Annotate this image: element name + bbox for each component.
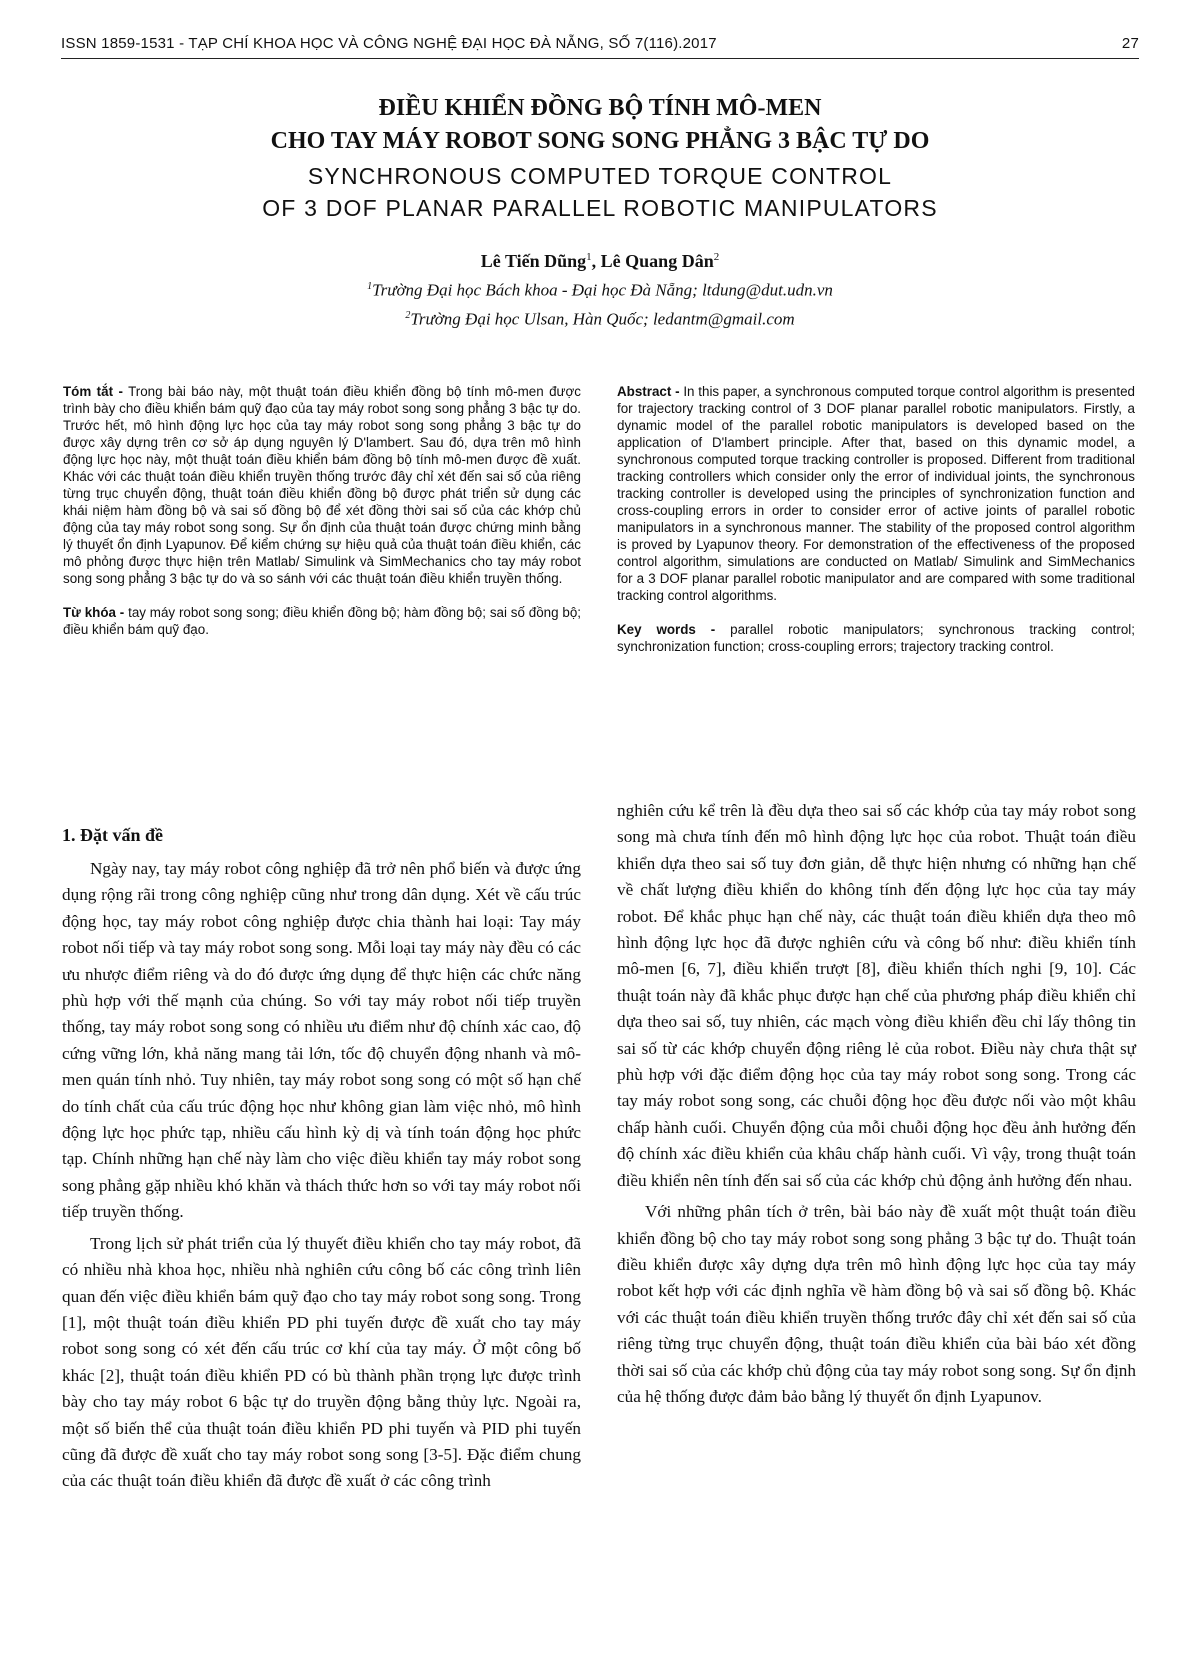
keywords-vi-label: Từ khóa -: [63, 605, 125, 620]
journal-header: ISSN 1859-1531 - TẠP CHÍ KHOA HỌC VÀ CÔNG NGHỆ ĐẠI HỌC ĐÀ NẴNG, SỐ 7(116).2017: [61, 35, 717, 52]
section-heading: 1. Đặt vấn đề: [62, 825, 164, 845]
title-vi-line1: ĐIỀU KHIỂN ĐỒNG BỘ TÍNH MÔ-MEN: [378, 95, 822, 121]
abstract-vi-text: Trong bài báo này, một thuật toán điều khiển đồng bộ tính mô-men được trình bày cho điều khiển bám quỹ đạo của tay máy robot song song phẳng 3 bậc tự do. Trước hết, mô hình động lực học của tay máy robot song song phẳng 3 bậc tự do được xây dựng trên cơ sở áp dụng nguyên lý D'lambert. Sau đó, dựa trên mô hình động lực học này, một thuật toán điều khiển bám đồng bộ tính mô-men được đề xuất. Khác với các thuật toán điều khiển truyền thống trước đây chỉ xét đến sai số của riêng từng trục chuyển động, thuật toán điều khiển đồng bộ được phát triển sử dụng các khái niệm hàm đồng bộ và sai số đồng bộ để xét đồng thời sai số của các khớp chủ động của tay máy robot song song. Sự ổn định của thuật toán được chứng minh bằng lý thuyết ổn định Lyapunov. Để kiểm chứng sự hiệu quả của thuật toán điều khiển, các mô phỏng được thực hiện trên Matlab/ Simulink và SimMechanics cho tay máy robot song song phẳng 3 bậc tự do và so sánh với các thuật toán điều khiển truyền thống.: [63, 384, 581, 586]
body-column-left: [62, 826, 581, 1495]
abstract-vi-paragraph: [63, 383, 581, 587]
author-separator: ,: [591, 251, 601, 271]
authors: [0, 244, 1200, 274]
author-1: Lê Tiến Dũng: [480, 251, 587, 271]
abstract-vi: [63, 383, 581, 638]
body-paragraph-2: Trong lịch sử phát triển của lý thuyết điều khiển cho tay máy robot, đã có nhiều nhà khoa học, nhiều nhà nghiên cứu công bố các công trình liên quan đến việc điều khiển bám quỹ đạo cho tay máy robot song song. Trong [1], một thuật toán điều khiển PD phi tuyến được đề xuất cho tay máy robot song song có xét đến cấu trúc cơ khí của tay máy. Ở một công bố khác [2], thuật toán điều khiển PD có bù thành phần trọng lực được trình bày cho tay máy robot 6 bậc tự do truyền động bằng thủy lực. Ngoài ra, một số biến thể của thuật toán điều khiển PD phi tuyến và PID phi tuyến cũng đã được đề xuất cho tay máy robot song song [3-5]. Đặc điểm chung của các thuật toán điều khiển đã được đề xuất ở các công trình: [62, 1233, 581, 1491]
page-number: 27: [1121, 35, 1139, 52]
abstract-vi-label: Tóm tắt -: [63, 384, 123, 399]
body-paragraph-1: Ngày nay, tay máy robot công nghiệp đã trở nên phổ biến và được ứng dụng rộng rãi trong công nghiệp cũng như trong dân dụng. Xét về cấu trúc động học, tay máy robot công nghiệp được chia thành hai loại: Tay máy robot nối tiếp và tay máy robot song song. Mỗi loại tay máy này đều có các ưu nhược điểm riêng và do đó được ứng dụng để thực hiện các chức năng phù hợp với thế mạnh của chúng. So với tay máy robot nối tiếp truyền thống, tay máy robot song song có nhiều ưu điểm như độ chính xác cao, độ cứng vững lớn, khả năng mang tải lớn, tốc độ chuyển động nhanh và mô-men quán tính nhỏ. Tuy nhiên, tay máy robot song song có một số hạn chế do tính chất của cấu trúc động học như không gian làm việc nhỏ, mô hình động lực học phức tạp, nhiều cấu hình kỳ dị và tính toán động học phức tạp. Chính những hạn chế này làm cho việc điều khiển tay máy robot song song phẳng gặp nhiều khó khăn và thách thức hơn so với tay máy robot nối tiếp truyền thống.: [62, 859, 581, 1222]
body-column-right: [617, 798, 1136, 1410]
affiliation-2-sup: 2: [405, 309, 411, 321]
affiliation-1-text: Trường Đại học Bách khoa - Đại học Đà Nẵng; ltdung@dut.udn.vn: [372, 280, 833, 300]
keywords-vi-text: tay máy robot song song; điều khiển đồng bộ; hàm đồng bộ; sai số đồng bộ; điều khiển bám quỹ đạo.: [63, 605, 581, 637]
abstract-en-text: In this paper, a synchronous computed torque control algorithm is presented for trajectory tracking control of 3 DOF planar parallel robotic manipulators. Firstly, a dynamic model of the parallel robotic manipulators is developed based on the application of D'lambert principle. After that, based on this dynamic model, a synchronous computed torque tracking controller is proposed. Different from traditional tracking controllers which consider only the error of individual joints, the synchronous tracking controller is developed using the principles of synchronization function and cross-coupling errors in order to consider error of active joints of parallel robotic manipulators in a synchronous manner. The stability of the proposed control algorithm is proved by Lyapunov theory. For demonstration of the effectiveness of the proposed control algorithm, simulations are conducted on Matlab/ Simulink and SimMechanics for a 3 DOF planar parallel robotic manipulator and are compared with some traditional tracking control algorithms.: [617, 384, 1135, 603]
author-1-sup: 1: [586, 251, 592, 263]
abstract-en: [617, 383, 1135, 655]
body-paragraph-4: Với những phân tích ở trên, bài báo này đề xuất một thuật toán điều khiển đồng bộ cho tay máy robot song song phẳng 3 bậc tự do. Thuật toán điều khiển được xây dựng dựa trên mô hình động lực học của tay máy robot kết hợp với các định nghĩa về hàm đồng bộ và sai số đồng bộ. Khác với các thuật toán điều khiển truyền thống trước đây chỉ xét đến sai số của riêng từng trục chuyển động, thuật toán điều khiển của bài báo xét đồng thời sai số của các khớp chủ động của tay máy robot song song. Sự ổn định của hệ thống được đảm bảo bằng lý thuyết ổn định Lyapunov.: [617, 1202, 1136, 1406]
keywords-en-label: Key words -: [617, 622, 716, 637]
affiliation-1: [0, 274, 1200, 303]
title-vi-line2: CHO TAY MÁY ROBOT SONG SONG PHẲNG 3 BẬC TỰ DO: [270, 128, 930, 154]
running-header: [61, 34, 1139, 59]
title-en-line1: SYNCHRONOUS COMPUTED TORQUE CONTROL: [307, 163, 893, 189]
keywords-vi: [63, 604, 581, 638]
affiliation-2-text: Trường Đại học Ulsan, Hàn Quốc; ledantm@gmail.com: [410, 309, 795, 329]
abstract-en-label: Abstract -: [617, 384, 680, 399]
author-2: Lê Quang Dân: [600, 251, 714, 271]
keywords-en: [617, 621, 1135, 655]
title-block: [0, 92, 1200, 331]
affiliation-2: [0, 303, 1200, 332]
title-en-line2: OF 3 DOF PLANAR PARALLEL ROBOTIC MANIPULATORS: [262, 195, 938, 221]
affiliation-1-sup: 1: [367, 281, 373, 292]
body-paragraph-3: nghiên cứu kể trên là đều dựa theo sai số các khớp của tay máy robot song song mà chưa tính đến mô hình động lực học của robot. Thuật toán điều khiển dựa theo sai số tuy đơn giản, dễ thực hiện nhưng có những hạn chế về chất lượng điều khiển do không tính đến động lực học của tay máy robot. Để khắc phục hạn chế này, các thuật toán điều khiển dựa theo mô hình động lực học đã được nghiên cứu và công bố như: điều khiển tính mô-men [6, 7], điều khiển trượt [8], điều khiển thích nghi [9, 10]. Các thuật toán này đã khắc phục được hạn chế của phương pháp điều khiển chỉ dựa theo sai số, tuy nhiên, các mạch vòng điều khiển đều chỉ lấy thông tin sai số từ các khớp chuyển động riêng lẻ của robot. Điều này chưa thật sự phù hợp với đặc điểm động học của tay máy robot song song. Trong các tay máy robot song song, các chuỗi động học đều được nối vào một khâu chấp hành cuối. Chuyển động của mỗi chuỗi động học đều ảnh hưởng đến độ chính xác điều khiển của khâu chấp hành cuối. Vì vậy, trong thuật toán điều khiển nên tính đến sai số của các khớp chủ động ảnh hưởng đến nhau.: [617, 801, 1136, 1190]
abstract-en-paragraph: [617, 383, 1135, 604]
author-2-sup: 2: [713, 251, 720, 263]
keywords-en-text: parallel robotic manipulators; synchronous tracking control; synchronization function; cross-coupling errors; trajectory tracking control.: [617, 622, 1135, 654]
